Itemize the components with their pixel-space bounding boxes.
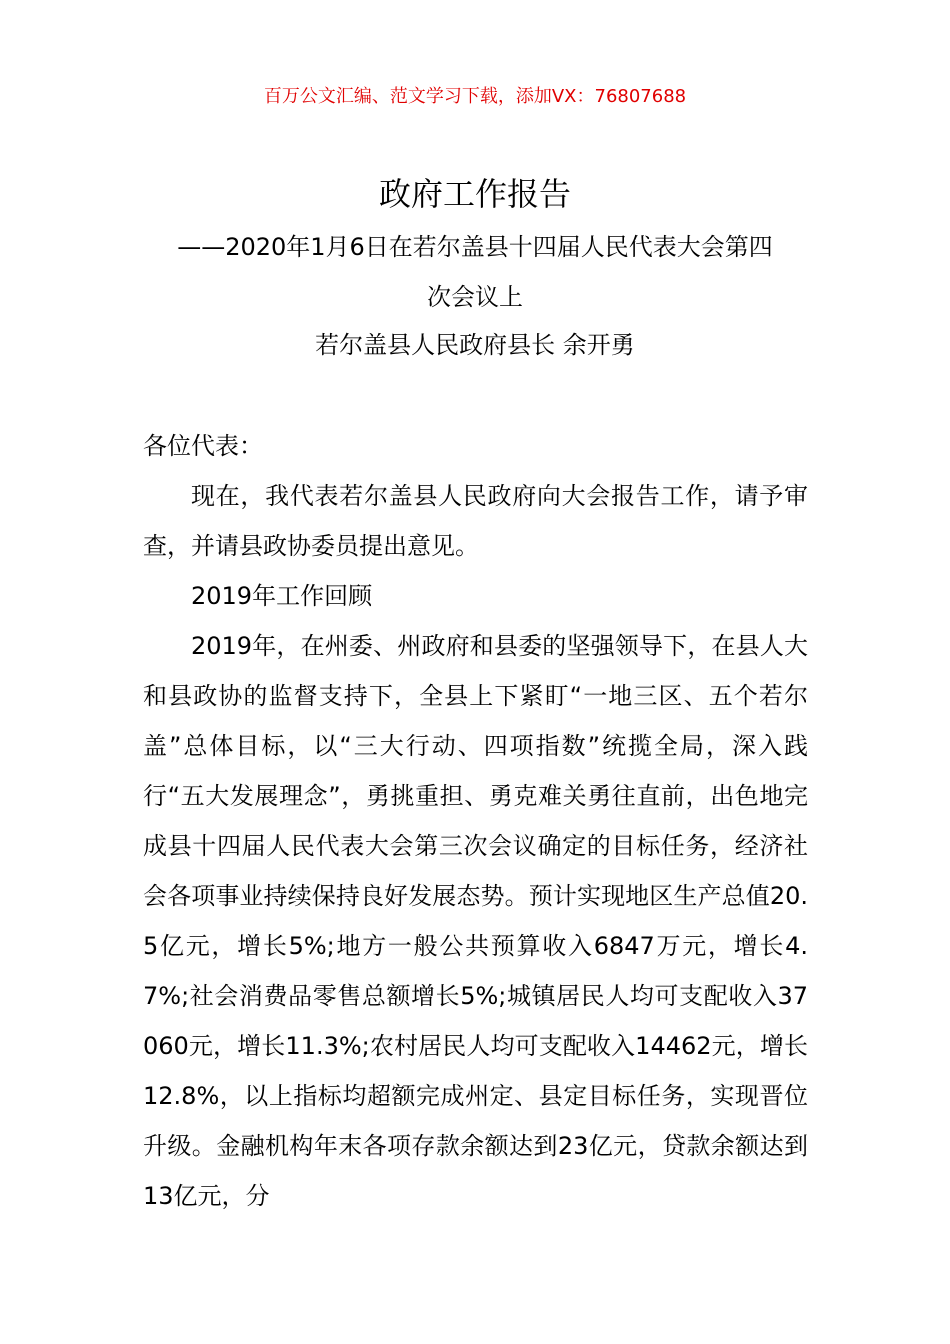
document-title: 政府工作报告 xyxy=(378,175,571,213)
section-heading: 2019年工作回顾 xyxy=(191,582,373,610)
body-paragraph: 现在，我代表若尔盖县人民政府向大会报告工作，请予审查，并请县政协委员提出意见。 xyxy=(143,482,808,560)
document-author: 若尔盖县人民政府县长 余开勇 xyxy=(315,331,635,359)
body-paragraph: 2019年，在州委、州政府和县委的坚强领导下，在县人大和县政协的监督支持下，全县上下紧盯“一地三区、五个若尔盖”总体目标，以“三大行动、四项指数”统揽全局，深入践行“五大发展理念”，勇挑重担、勇克难关勇往直前，出色地完成县十四届人民代表大会第三次会议确定的目标任务，经济社会各项事业持续保持良好发展态势。预计实现地区生产总值20.5亿元，增长5%;地方一般公共预算收入6847万元，增长4.7%;社会消费品零售总额增长5%;城镇居民人均可支配收入37060元，增长11.3%;农村居民人均可支配收入14462元，增长12.8%，以上指标均超额完成州定、县定目标任务，实现晋位升级。金融机构年末各项存款余额达到23亿元，贷款余额达到13亿元，分 xyxy=(143,632,808,1210)
salutation: 各位代表： xyxy=(143,432,263,460)
document-subtitle-line-1: ——2020年1月6日在若尔盖县十四届人民代表大会第四 xyxy=(177,233,773,261)
watermark-text: 百万公文汇编、范文学习下载，添加VX：76807688 xyxy=(263,86,687,107)
document-body xyxy=(143,421,808,1221)
document-subtitle-line-2: 次会议上 xyxy=(427,283,523,311)
